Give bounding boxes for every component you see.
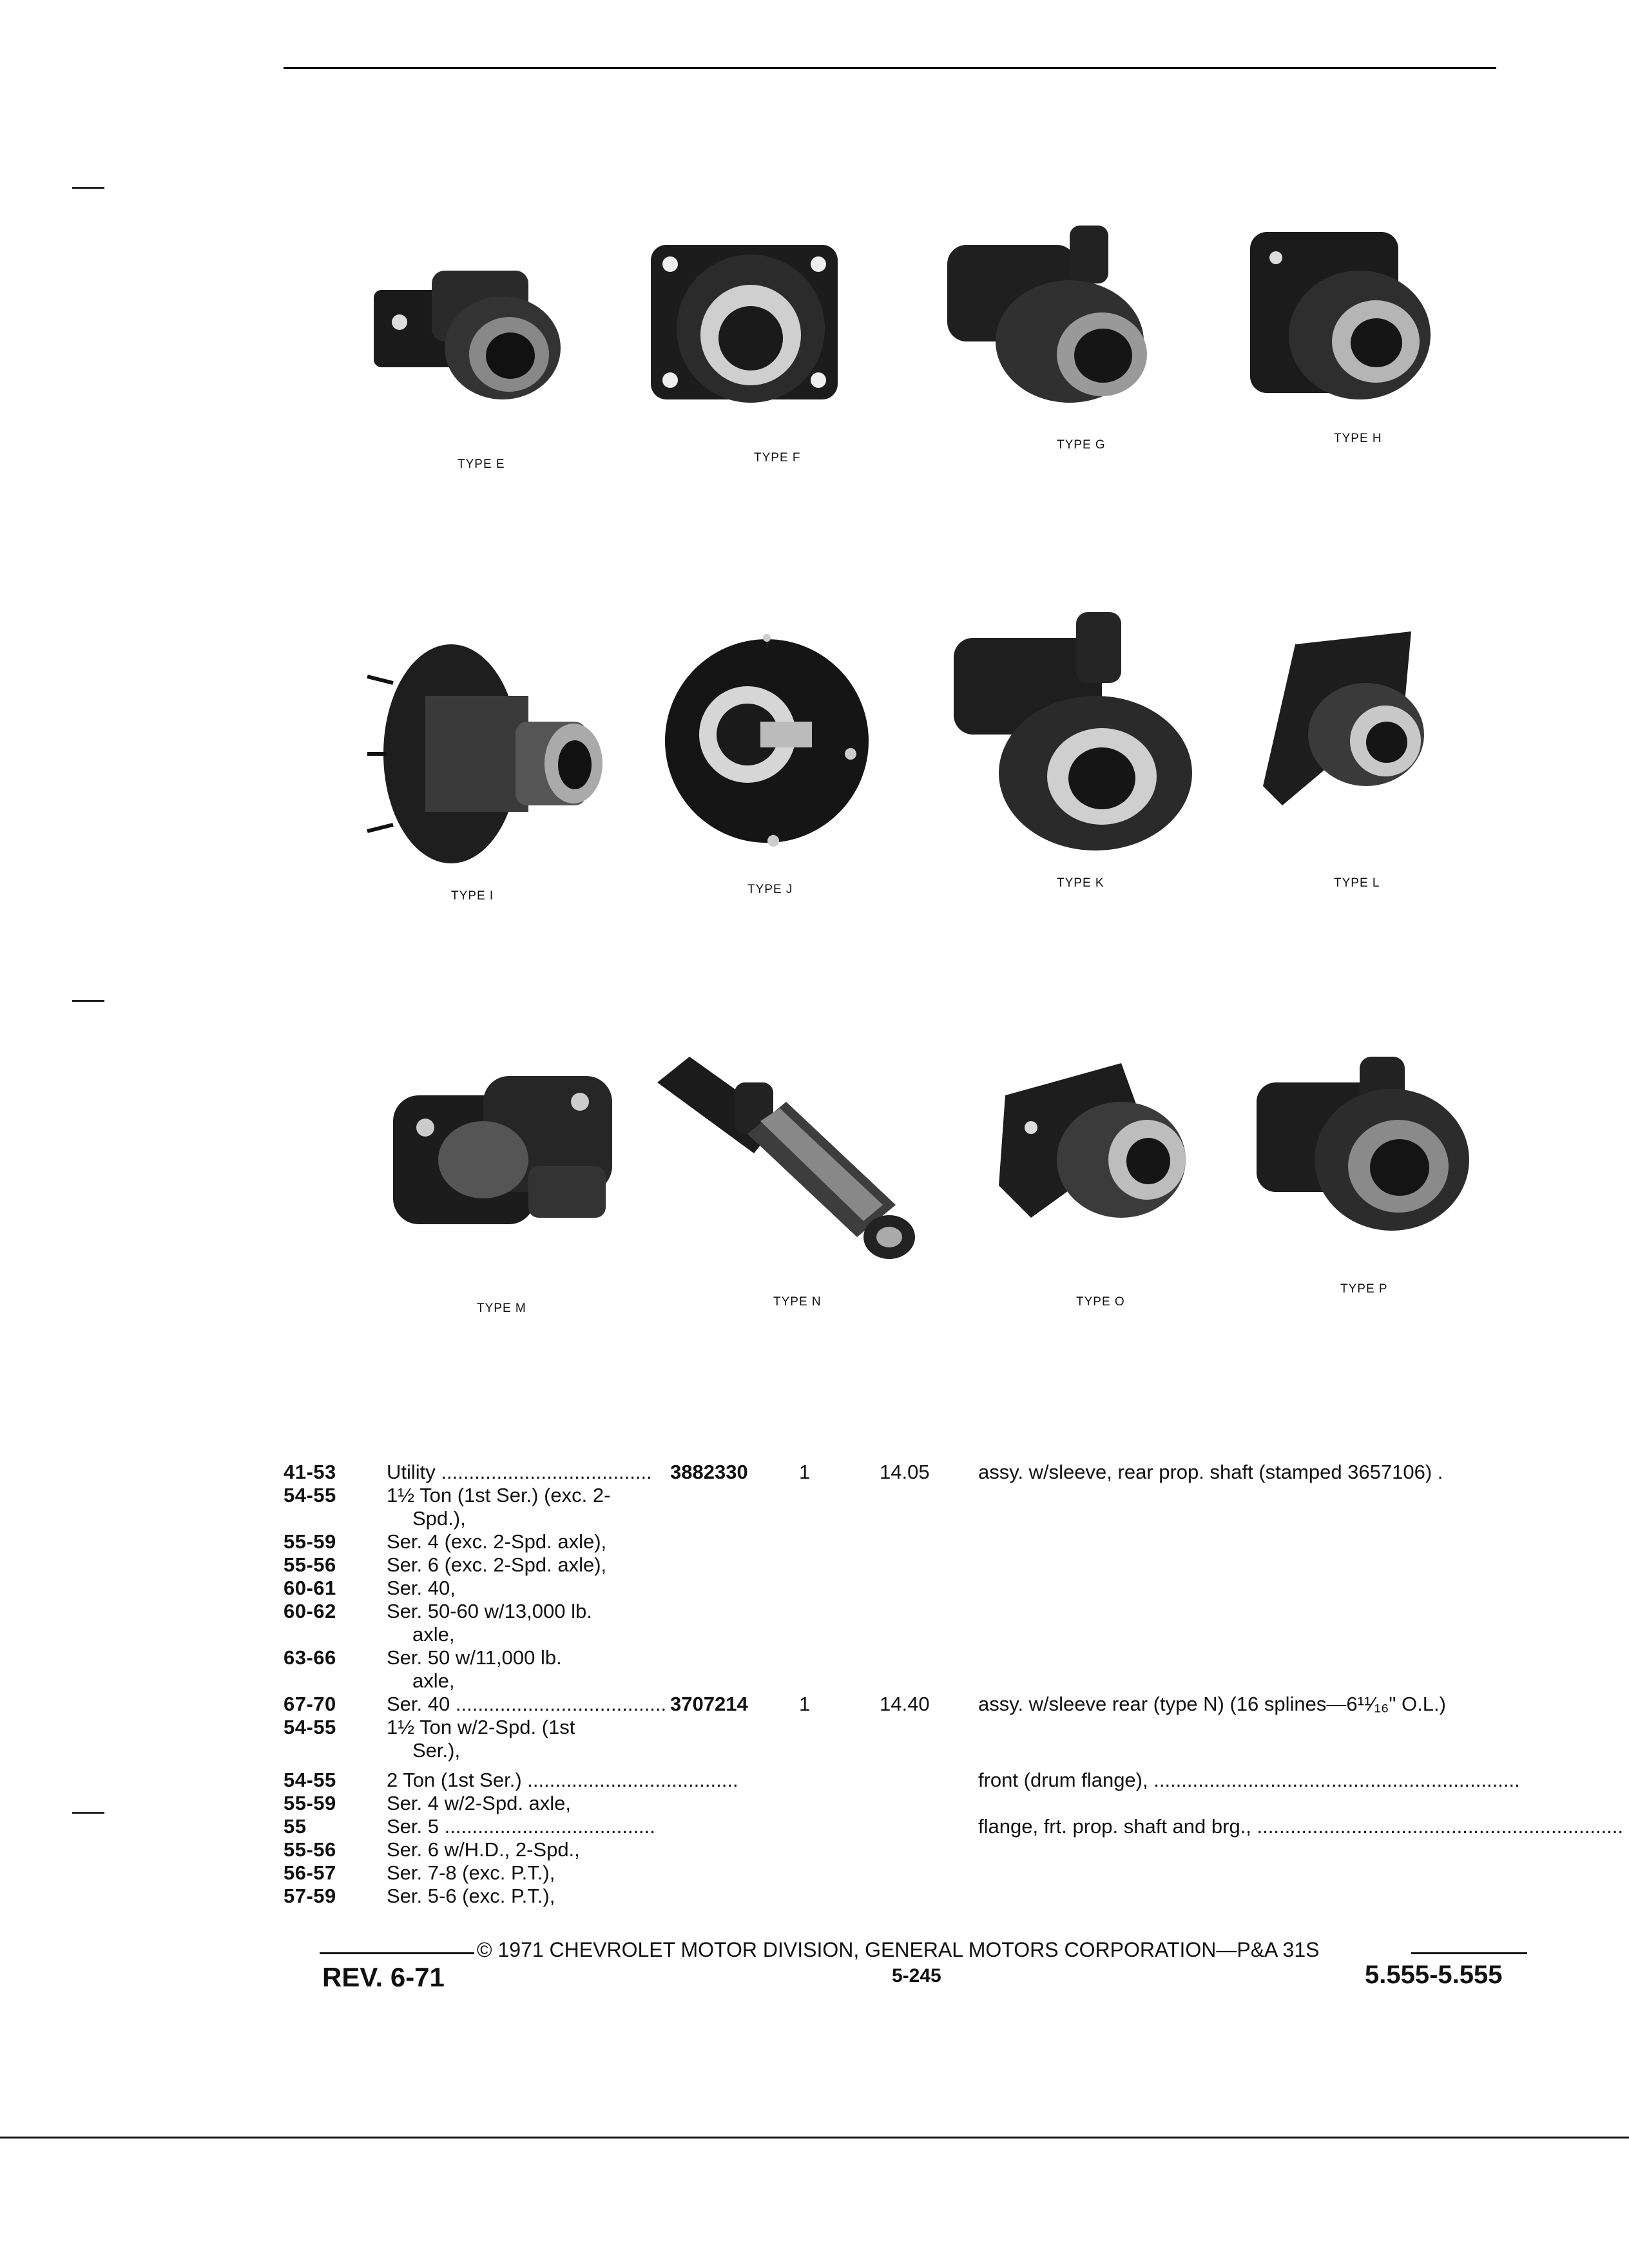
application: Ser. 5-6 (exc. P.T.), xyxy=(387,1885,555,1907)
application: Ser. 50-60 w/13,000 lb. xyxy=(387,1600,592,1622)
margin-mark xyxy=(72,1812,104,1814)
yoke-drum-illustration xyxy=(947,612,1205,857)
figure-caption: TYPE L xyxy=(1334,876,1380,890)
application: axle, xyxy=(412,1623,455,1646)
figure-caption: TYPE K xyxy=(1057,876,1104,890)
figure-type-i xyxy=(367,638,612,908)
application: Ser. 4 w/2-Spd. axle, xyxy=(387,1792,572,1814)
part-number: 3882330 xyxy=(670,1461,748,1483)
years: 55-59 xyxy=(284,1792,336,1814)
price: 14.40 xyxy=(880,1693,930,1715)
description: front (drum flange), .................................................................. xyxy=(978,1769,1520,1791)
years: 57-59 xyxy=(284,1885,336,1907)
application: Ser. 5 ...................................... xyxy=(387,1815,655,1838)
figure-type-j xyxy=(664,612,883,896)
square-flange-o-illustration xyxy=(992,1057,1211,1250)
years: 55-56 xyxy=(284,1553,336,1576)
figure-type-p xyxy=(1250,1057,1482,1314)
application: Utility ...................................... xyxy=(387,1461,652,1483)
application: Ser. 40, xyxy=(387,1577,456,1599)
slip-yoke-illustration xyxy=(651,1044,947,1276)
application: 1½ Ton (1st Ser.) (exc. 2- xyxy=(387,1484,611,1506)
yoke-flange-illustration xyxy=(361,245,580,412)
application: axle, xyxy=(412,1669,455,1692)
companion-flange-illustration xyxy=(644,232,863,425)
footer-rule-right xyxy=(1411,1952,1527,1954)
application: Ser.), xyxy=(412,1739,461,1762)
figure-caption: TYPE O xyxy=(1076,1295,1125,1309)
years: 54-55 xyxy=(284,1769,336,1791)
figure-caption: TYPE G xyxy=(1057,438,1106,452)
square-flange-illustration xyxy=(1257,631,1450,825)
copyright-notice: © 1971 CHEVROLET MOTOR DIVISION, GENERAL MOTORS CORPORATION—P&A 31S xyxy=(477,1938,1320,1961)
years: 63-66 xyxy=(284,1646,336,1669)
figure-caption: TYPE P xyxy=(1340,1282,1388,1296)
drum-flange-illustration xyxy=(664,612,883,870)
hub-flange-illustration xyxy=(367,638,612,876)
figure-type-h xyxy=(1237,219,1456,451)
figure-caption: TYPE M xyxy=(477,1302,526,1315)
description: assy. w/sleeve, rear prop. shaft (stamped 3657106) . xyxy=(978,1461,1443,1483)
bottom-rule xyxy=(0,2137,1629,2138)
flange-yoke-m-illustration xyxy=(387,1063,631,1269)
years: 41-53 xyxy=(284,1461,336,1483)
figure-type-k xyxy=(947,612,1205,890)
figure-type-l xyxy=(1257,631,1450,902)
figure-type-g xyxy=(941,219,1173,451)
years: 55-56 xyxy=(284,1838,336,1861)
years: 60-61 xyxy=(284,1577,336,1599)
page-number: 5-245 xyxy=(892,1965,941,1986)
margin-mark xyxy=(72,187,104,189)
figure-caption: TYPE F xyxy=(754,451,801,465)
description: assy. w/sleeve rear (type N) (16 splines—6¹¹⁄₁₆" O.L.) xyxy=(978,1693,1446,1715)
figure-caption: TYPE N xyxy=(773,1295,822,1309)
part-number: 3707214 xyxy=(670,1693,748,1715)
revision-label: REV. 6-71 xyxy=(322,1962,445,1992)
years: 55-59 xyxy=(284,1530,336,1553)
flange-yoke-illustration xyxy=(1237,219,1456,412)
footer-rule-left xyxy=(320,1952,474,1954)
years: 54-55 xyxy=(284,1716,336,1738)
years: 54-55 xyxy=(284,1484,336,1506)
years: 67-70 xyxy=(284,1693,336,1715)
years: 60-62 xyxy=(284,1600,336,1622)
description: flange, frt. prop. shaft and brg., .................................................................. xyxy=(978,1815,1623,1838)
price: 14.05 xyxy=(880,1461,930,1483)
figure-caption: TYPE I xyxy=(451,889,494,903)
application: Ser. 6 (exc. 2-Spd. axle), xyxy=(387,1553,607,1576)
years: 55 xyxy=(284,1815,307,1838)
application: Ser. 40 ...................................... xyxy=(387,1693,667,1715)
margin-mark xyxy=(72,1000,104,1002)
application: Ser. 7-8 (exc. P.T.), xyxy=(387,1861,555,1884)
figure-caption: TYPE H xyxy=(1334,432,1382,445)
application: Ser. 6 w/H.D., 2-Spd., xyxy=(387,1838,580,1861)
figure-type-o xyxy=(992,1057,1211,1314)
figure-type-f xyxy=(644,232,863,464)
application: Spd.), xyxy=(412,1507,466,1530)
flange-yoke-p-illustration xyxy=(1250,1057,1482,1250)
figure-type-e xyxy=(361,245,580,477)
quantity: 1 xyxy=(799,1693,811,1715)
top-rule xyxy=(284,67,1496,69)
application: Ser. 4 (exc. 2-Spd. axle), xyxy=(387,1530,607,1553)
application: 1½ Ton w/2-Spd. (1st xyxy=(387,1716,575,1738)
figure-caption: TYPE J xyxy=(747,883,793,896)
end-yoke-illustration xyxy=(941,219,1173,412)
years: 56-57 xyxy=(284,1861,336,1884)
figure-type-m xyxy=(387,1063,631,1321)
application: 2 Ton (1st Ser.) ...................................... xyxy=(387,1769,738,1791)
quantity: 1 xyxy=(799,1461,811,1483)
figure-caption: TYPE E xyxy=(458,457,505,471)
application: Ser. 50 w/11,000 lb. xyxy=(387,1646,562,1669)
figure-type-n xyxy=(651,1044,947,1314)
group-number: 5.555-5.555 xyxy=(1365,1961,1503,1989)
